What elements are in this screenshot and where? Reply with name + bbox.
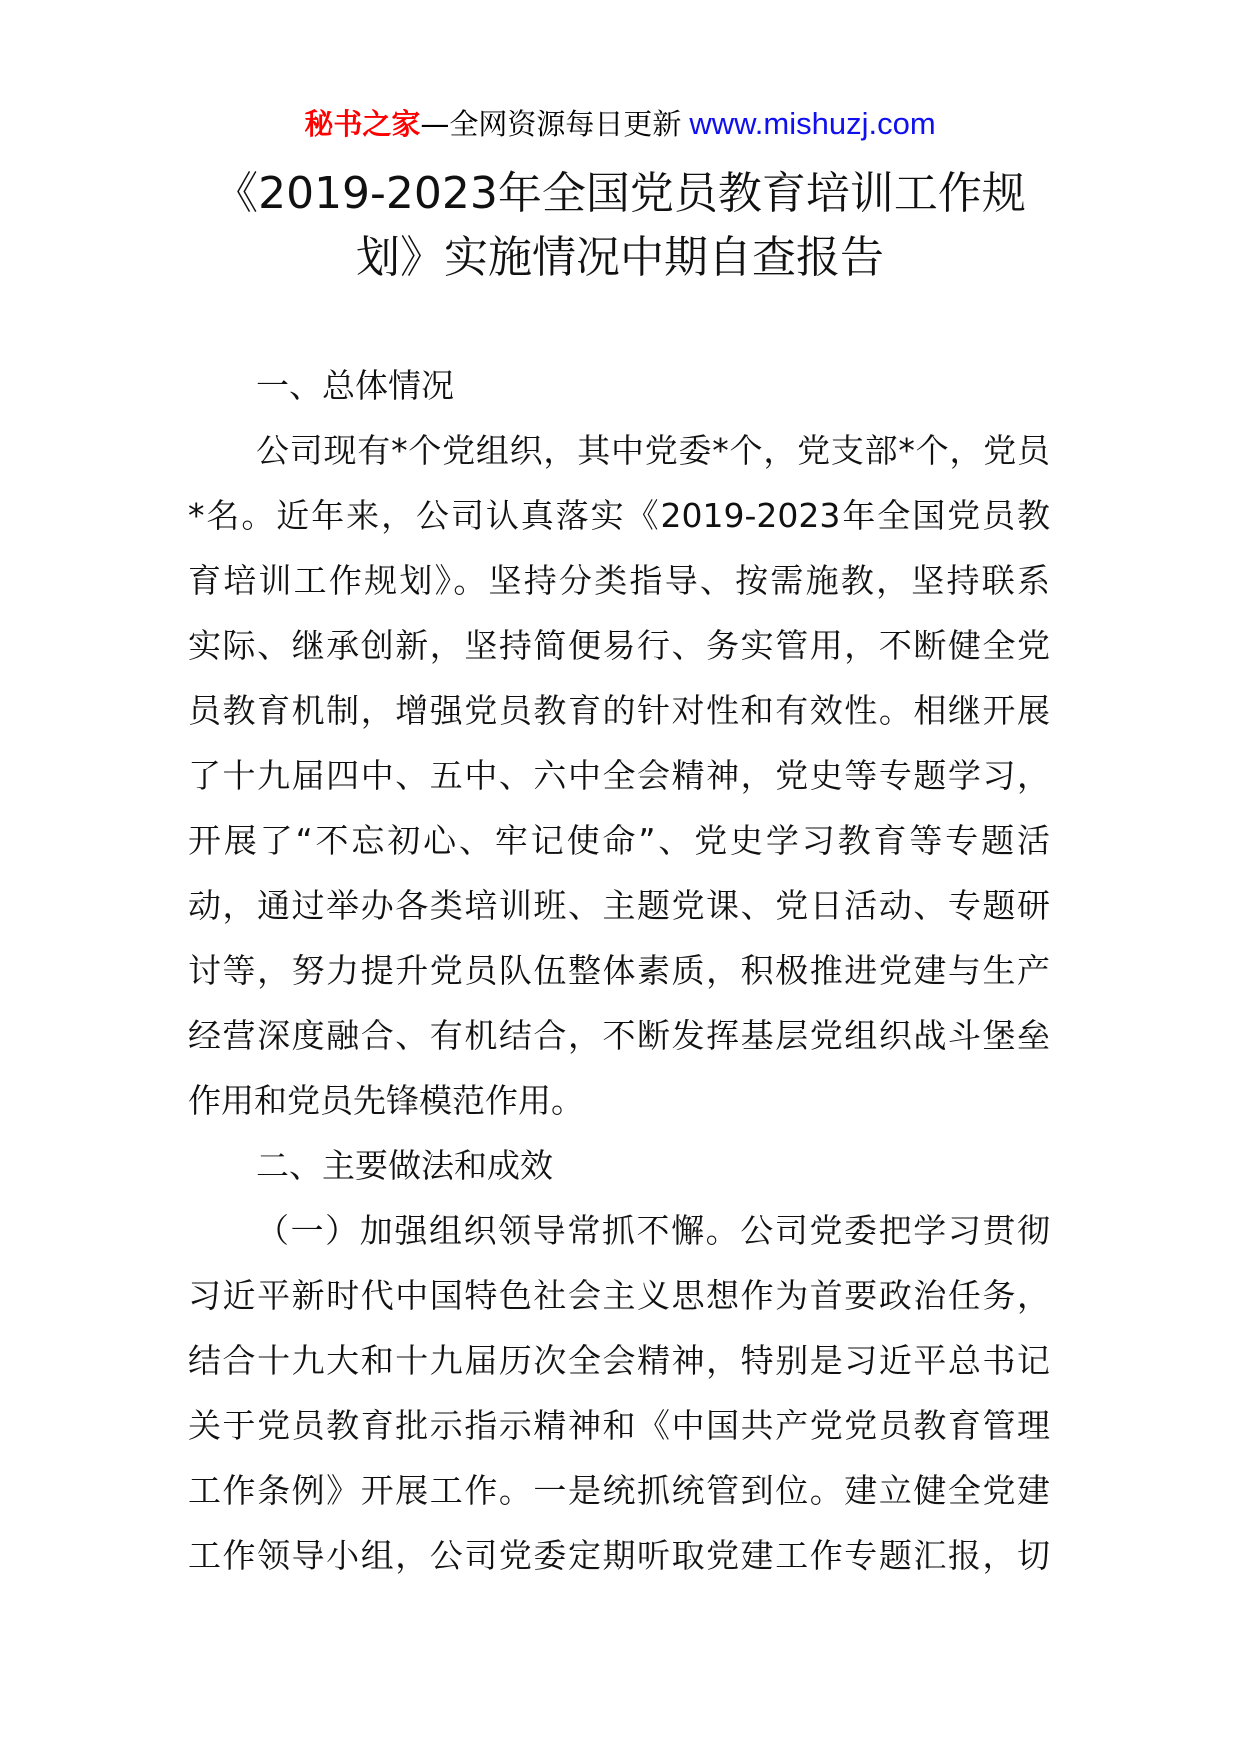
site-url-link[interactable]: www.mishuzj.com xyxy=(689,106,936,141)
section-heading-overview: 一、总体情况 xyxy=(256,366,454,405)
paragraph-line: 工作条例》开展工作。一是统抓统管到位。建立健全党建 xyxy=(188,1471,1050,1510)
paragraph-line: 公司现有*个党组织，其中党委*个，党支部*个，党员 xyxy=(256,431,1050,470)
paragraph-line: 工作领导小组，公司党委定期听取党建工作专题汇报，切 xyxy=(188,1536,1050,1575)
title-line-1: 《2019-2023年全国党员教育培训工作规 xyxy=(214,168,1026,219)
paragraph-line: 习近平新时代中国特色社会主义思想作为首要政治任务， xyxy=(188,1276,1050,1315)
paragraph-line: *名。近年来，公司认真落实《2019-2023年全国党员教 xyxy=(188,496,1050,535)
paragraph-line: 了十九届四中、五中、六中全会精神，党史等专题学习， xyxy=(188,756,1050,795)
paragraph-line: 开展了“不忘初心、牢记使命”、党史学习教育等专题活 xyxy=(188,821,1050,860)
paragraph-line: （一）加强组织领导常抓不懈。公司党委把学习贯彻 xyxy=(256,1211,1050,1250)
document-body xyxy=(188,353,1050,1588)
section-heading-practices: 二、主要做法和成效 xyxy=(256,1146,553,1185)
paragraph-line: 经营深度融合、有机结合，不断发挥基层党组织战斗堡垒 xyxy=(188,1016,1050,1055)
document-title xyxy=(0,162,1240,290)
paragraph-line: 作用和党员先锋模范作用。 xyxy=(188,1081,584,1120)
brand-name: 秘书之家 xyxy=(304,107,421,141)
banner-slogan: —全网资源每日更新 xyxy=(420,107,682,141)
paragraph-line: 讨等，努力提升党员队伍整体素质，积极推进党建与生产 xyxy=(188,951,1050,990)
paragraph-line: 员教育机制，增强党员教育的针对性和有效性。相继开展 xyxy=(188,691,1050,730)
paragraph-line: 育培训工作规划》。坚持分类指导、按需施教，坚持联系 xyxy=(188,561,1050,600)
paragraph-line: 关于党员教育批示指示精神和《中国共产党党员教育管理 xyxy=(188,1406,1050,1445)
site-banner xyxy=(0,104,1240,144)
paragraph-line: 动，通过举办各类培训班、主题党课、党日活动、专题研 xyxy=(188,886,1050,925)
paragraph-line: 实际、继承创新，坚持简便易行、务实管用，不断健全党 xyxy=(188,626,1050,665)
paragraph-line: 结合十九大和十九届历次全会精神，特别是习近平总书记 xyxy=(188,1341,1050,1380)
title-line-2: 划》实施情况中期自查报告 xyxy=(356,232,884,283)
